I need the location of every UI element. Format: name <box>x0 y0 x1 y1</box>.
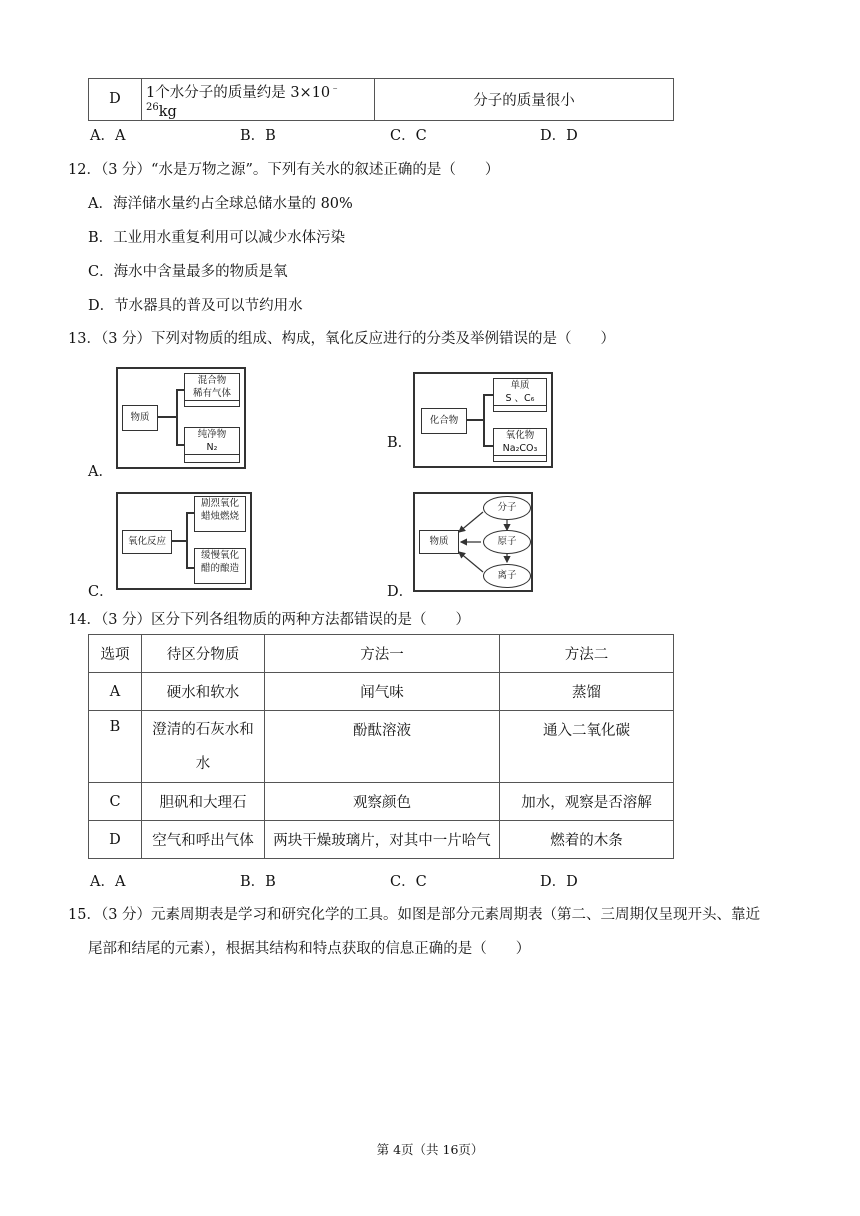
q13-figure-c <box>116 492 252 590</box>
choice-a[interactable]: A．A <box>90 128 126 144</box>
q15-line1: 15．（3 分）元素周期表是学习和研究化学的工具。如图是部分元素周期表（第二、三周期仅呈现开头、靠近 <box>68 907 761 923</box>
q11-row-opt: D <box>89 79 142 121</box>
choice-d[interactable]: D．D <box>540 128 578 144</box>
q13-label-d[interactable]: D． <box>387 584 414 600</box>
choice-c[interactable]: C．C <box>390 128 427 144</box>
choice-a[interactable]: A．A <box>90 874 126 890</box>
q14-table <box>88 634 674 859</box>
q12-stem: 12．（3 分）“水是万物之源”。下列有关水的叙述正确的是（ ） <box>68 162 500 178</box>
q13-figure-b <box>413 372 553 468</box>
q11-row-explain: 分子的质量很小 <box>375 79 674 121</box>
q15-line2: 尾部和结尾的元素），根据其结构和特点获取的信息正确的是（ ） <box>88 941 531 957</box>
figa-main: 物质 <box>122 405 158 431</box>
q12-option-d[interactable]: D．节水器具的普及可以节约用水 <box>88 298 303 314</box>
figb-main: 化合物 <box>421 408 467 434</box>
figd-main: 物质 <box>419 530 459 554</box>
table-row: D 空气和呼出气体 两块干燥玻璃片，对其中一片哈气 燃着的木条 <box>89 821 674 859</box>
figa-top: 混合物 稀有气体 <box>184 373 240 407</box>
figd-ion: 离子 <box>483 564 531 588</box>
figc-bottom: 缓慢氧化 醋的酿造 <box>194 548 246 584</box>
q14-stem: 14．（3 分）区分下列各组物质的两种方法都错误的是（ ） <box>68 612 471 628</box>
q14-header-substances: 待区分物质 <box>142 635 265 673</box>
figd-molecule: 分子 <box>483 496 531 520</box>
figb-top: 单质 S 、C₆ <box>493 378 547 412</box>
q13-label-a[interactable]: A． <box>88 464 113 480</box>
table-row: C 胆矾和大理石 观察颜色 加水，观察是否溶解 <box>89 783 674 821</box>
figa-bottom: 纯净物 N₂ <box>184 427 240 463</box>
q12-option-c[interactable]: C．海水中含量最多的物质是氧 <box>88 264 288 280</box>
q13-figure-a <box>116 367 246 469</box>
q12-option-b[interactable]: B．工业用水重复利用可以减少水体污染 <box>88 230 346 246</box>
figd-atom: 原子 <box>483 530 531 554</box>
q14-header-method1: 方法一 <box>265 635 500 673</box>
choice-b[interactable]: B．B <box>240 874 276 890</box>
page-footer: 第 4页（共 16页） <box>376 1142 484 1157</box>
q13-stem: 13．（3 分）下列对物质的组成、构成，氧化反应进行的分类及举例错误的是（ ） <box>68 331 616 347</box>
q14-header-option: 选项 <box>89 635 142 673</box>
choice-b[interactable]: B．B <box>240 128 276 144</box>
q13-label-b[interactable]: B． <box>387 435 413 451</box>
table-row: A 硬水和软水 闻气味 蒸馏 <box>89 673 674 711</box>
q14-choices <box>90 870 690 891</box>
table-row: B 澄清的石灰水和水 酚酞溶液 通入二氧化碳 <box>89 711 674 783</box>
choice-c[interactable]: C．C <box>390 874 427 890</box>
q12-option-a[interactable]: A．海洋储水量约占全球总储水量的 80% <box>88 196 353 212</box>
q11-choices <box>90 124 690 145</box>
figc-top: 剧烈氧化 蜡烛燃烧 <box>194 496 246 532</box>
figb-bottom: 氧化物 Na₂CO₃ <box>493 428 547 462</box>
figc-main: 氧化反应 <box>122 530 172 554</box>
choice-d[interactable]: D．D <box>540 874 578 890</box>
q13-label-c[interactable]: C． <box>88 584 114 600</box>
q13-figure-d <box>413 492 533 592</box>
q14-header-method2: 方法二 <box>500 635 674 673</box>
q11-table <box>88 78 674 121</box>
q11-row-fact: 1个水分子的质量约是 $3\times 10^{﹣26}kg$ <box>142 79 375 121</box>
